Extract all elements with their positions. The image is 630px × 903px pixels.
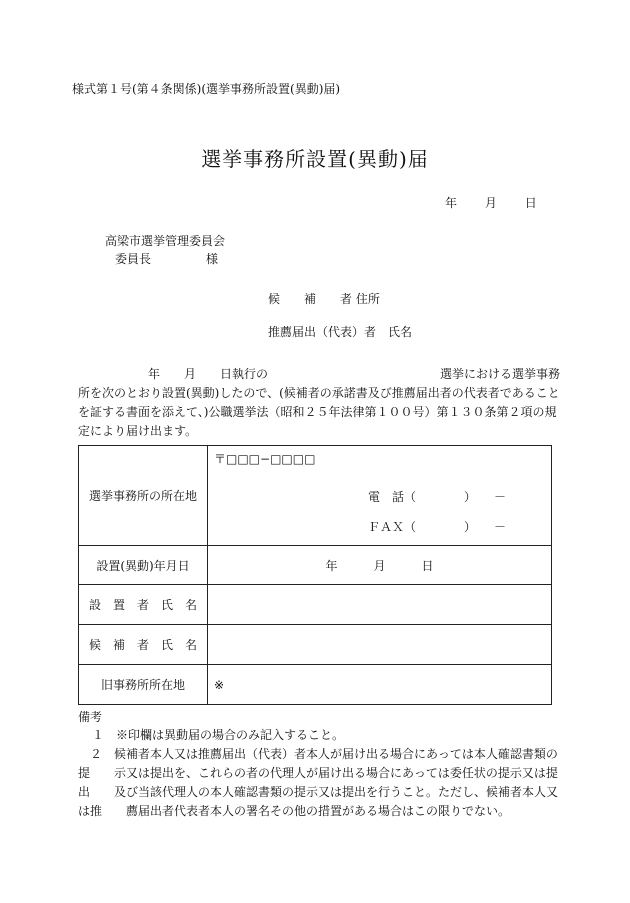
old-office-field[interactable]: ※ xyxy=(208,665,552,705)
candidate-name-label: 候 補 者 氏 名 xyxy=(79,625,208,665)
office-location-label: 選挙事務所の所在地 xyxy=(79,446,208,546)
candidate-address-label: 候 補 者 住所 xyxy=(268,292,380,306)
date-month: 月 xyxy=(484,196,497,210)
chair-honorific: 様 xyxy=(206,252,219,266)
page-title: 選挙事務所設置(異動)届 xyxy=(201,147,429,171)
postal-code: 〒□□□−□□□□ xyxy=(214,452,316,466)
recommender-name-label: 推薦届出（代表）者 氏名 xyxy=(268,325,413,339)
date-field[interactable]: 年 月 日 xyxy=(208,546,552,585)
addressee: 高梁市選挙管理委員会 xyxy=(105,234,226,248)
notes-heading: 備考 xyxy=(78,710,103,724)
body-line-2: 所を次のとおり設置(異動)したので、(候補者の承諾書及び推薦届出者の代表者であること xyxy=(78,386,560,400)
chair-title: 委員長 xyxy=(115,252,152,266)
body-line-4: 定により届け出ます。 xyxy=(78,424,198,438)
note-2: ２ 候補者本人又は推薦届出（代表）者本人が届け出る場合にあっては本人確認書類の 提 示又は提出を、これらの者の代理人が届け出る場合にあっては委任状の提示又は提 出 及び当該代理人の本人確認書類の提示又は提出を行うこと。ただし、候補者本人又 は推 薦届出者代表者本人の署名その他の措置がある場合はこの限りでない。 xyxy=(78,747,559,818)
old-office-label: 旧事務所所在地 xyxy=(79,665,208,705)
candidate-name-field[interactable] xyxy=(208,625,552,665)
body-line-1: 年 月 日執行の 選挙における選挙事務 xyxy=(148,367,561,381)
office-location-field[interactable] xyxy=(208,446,552,546)
tel-line: 電 話（ ） － xyxy=(368,490,507,504)
note-1: １ ※印欄は異動届の場合のみ記入すること。 xyxy=(92,728,345,742)
fax-line: ＦＡＸ（ ） － xyxy=(368,520,507,534)
submission-date xyxy=(445,194,537,211)
installer-name-label: 設 置 者 氏 名 xyxy=(79,585,208,625)
body-text xyxy=(78,365,561,441)
form-id: 様式第１号(第４条関係)(選挙事務所設置(異動)届) xyxy=(72,82,341,96)
date-day: 日 xyxy=(524,196,537,210)
date-label: 設置(異動)年月日 xyxy=(79,546,208,585)
body-line-3: を証する書面を添えて、)公職選挙法（昭和２５年法律第１００号）第１３０条第２項の規 xyxy=(78,405,557,419)
installer-name-field[interactable] xyxy=(208,585,552,625)
date-year: 年 xyxy=(445,196,458,210)
chair-line xyxy=(115,250,218,267)
form-table xyxy=(78,445,552,705)
